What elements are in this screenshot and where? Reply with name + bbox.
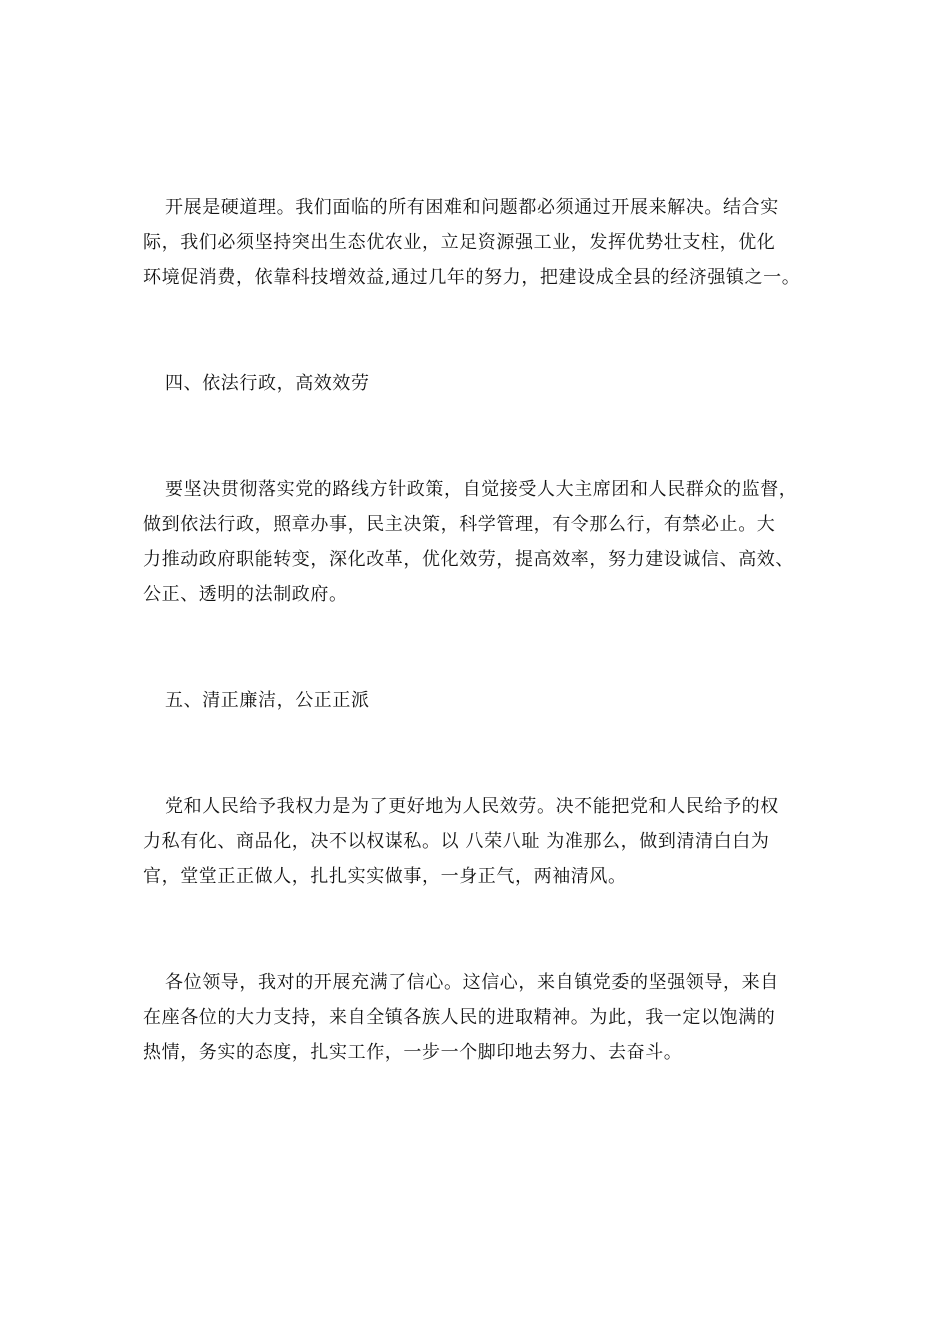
paragraph-2-line-2: 做到依法行政，照章办事，民主决策，科学管理，有令那么行，有禁必止。大: [143, 514, 776, 535]
paragraph-2-line-3: 力推动政府职能转变，深化改革，优化效劳，提高效率，努力建设诚信、高效、: [143, 549, 794, 570]
paragraph-1-line-2: 际，我们必须坚持突出生态优农业，立足资源强工业，发挥优势壮支柱，优化: [143, 232, 776, 253]
paragraph-4-line-2: 在座各位的大力支持，来自全镇各族人民的进取精神。为此，我一定以饱满的: [143, 1007, 776, 1028]
paragraph-2-line-1: 要坚决贯彻落实党的路线方针政策，自觉接受人大主席团和人民群众的监督，: [165, 479, 798, 500]
paragraph-1-line-1: 开展是硬道理。我们面临的所有困难和问题都必须通过开展来解决。结合实: [165, 197, 779, 218]
paragraph-3-line-2: 力私有化、商品化，决不以权谋私。以 八荣八耻 为准那么，做到清清白白为: [143, 831, 770, 852]
paragraph-4-line-3: 热情，务实的态度，扎实工作，一步一个脚印地去努力、去奋斗。: [143, 1042, 683, 1063]
paragraph-2-line-4: 公正、透明的法制政府。: [143, 584, 348, 605]
paragraph-4-line-1: 各位领导，我对的开展充满了信心。这信心，来自镇党委的坚强领导，来自: [165, 972, 779, 993]
section-heading-4: 四、依法行政，高效效劳: [165, 373, 370, 394]
paragraph-3-line-1: 党和人民给予我权力是为了更好地为人民效劳。决不能把党和人民给予的权: [165, 796, 779, 817]
paragraph-3-line-3: 官，堂堂正正做人，扎扎实实做事，一身正气，两袖清风。: [143, 866, 627, 887]
paragraph-1-line-3: 环境促消费，依靠科技增效益,通过几年的努力，把建设成全县的经济强镇之一。: [143, 267, 801, 288]
section-heading-5: 五、清正廉洁，公正正派: [165, 690, 370, 711]
